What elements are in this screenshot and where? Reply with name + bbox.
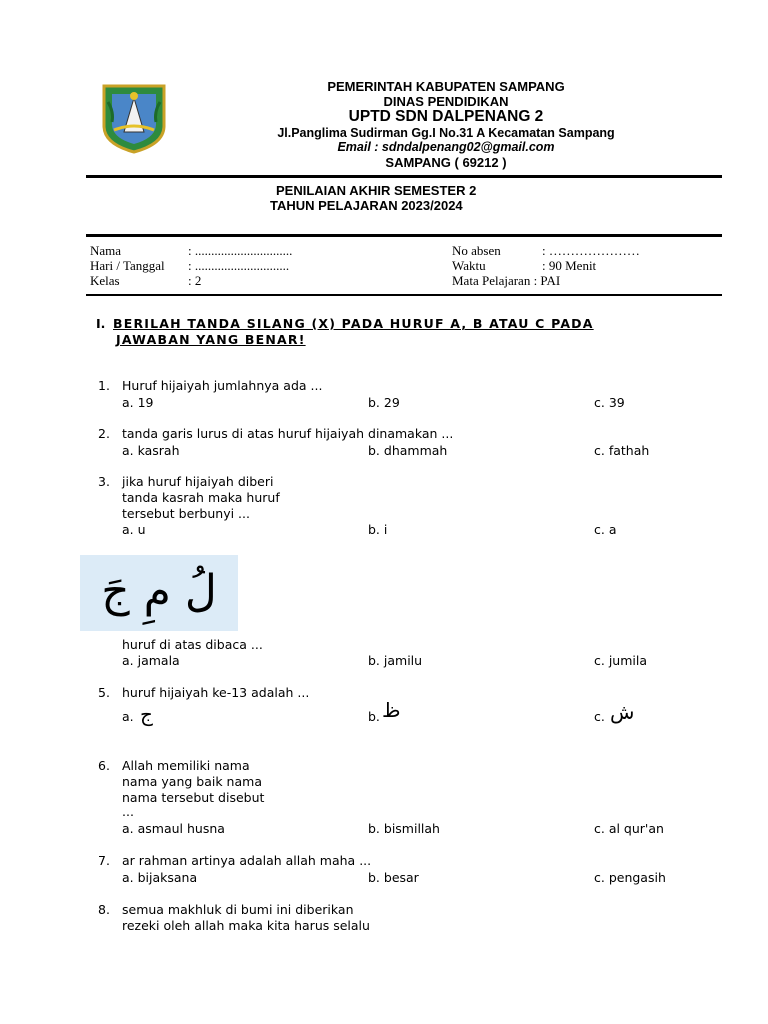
- option-b[interactable]: b. bismillah: [368, 821, 440, 836]
- dept-title: DINAS PENDIDIKAN: [383, 94, 509, 109]
- kelas-label: Kelas: [90, 273, 120, 288]
- question-text: huruf di atas dibaca ...: [122, 637, 263, 652]
- exam-title: PENILAIAN AKHIR SEMESTER 2: [276, 183, 477, 198]
- question-number: 2.: [98, 426, 110, 441]
- school-address: Jl.Panglima Sudirman Gg.I No.31 A Kecamatan Sampang: [277, 126, 615, 140]
- question-text: tanda kasrah maka huruf: [122, 490, 280, 505]
- instruction-line-2: JAWABAN YANG BENAR!: [116, 332, 306, 347]
- option-c[interactable]: c. a: [594, 522, 617, 537]
- question-text: Allah memiliki nama: [122, 758, 250, 773]
- option-c[interactable]: c. al qur'an: [594, 821, 664, 836]
- gov-title: PEMERINTAH KABUPATEN SAMPANG: [327, 79, 565, 94]
- info-bottom-divider: [86, 294, 722, 296]
- school-logo: [100, 82, 168, 154]
- option-b[interactable]: b. besar: [368, 870, 419, 885]
- exam-year: TAHUN PELAJARAN 2023/2024: [270, 198, 463, 213]
- option-c[interactable]: c. 39: [594, 395, 625, 410]
- nama-field[interactable]: : ..............................: [188, 243, 293, 258]
- info-top-divider: [86, 234, 722, 237]
- question-text: semua makhluk di bumi ini diberikan: [122, 902, 354, 917]
- hijaiyah-word: لُ مِ جَ: [101, 566, 217, 617]
- question-text: tersebut berbunyi ...: [122, 506, 250, 521]
- option-a[interactable]: a. kasrah: [122, 443, 180, 458]
- hari-field[interactable]: : .............................: [188, 258, 290, 273]
- question-text: nama tersebut disebut: [122, 790, 265, 805]
- arabic-letter-syin: ش: [610, 700, 635, 724]
- hari-label: Hari / Tanggal: [90, 258, 165, 273]
- option-a[interactable]: a. 19: [122, 395, 154, 410]
- option-b[interactable]: b. dhammah: [368, 443, 448, 458]
- arabic-letter-jim: ج: [140, 702, 153, 726]
- school-email: Email : sdndalpenang02@gmail.com: [337, 140, 555, 154]
- school-city: SAMPANG ( 69212 ): [385, 155, 507, 170]
- question-text: huruf hijaiyah ke-13 adalah ...: [122, 685, 310, 700]
- arabic-letter-dzo: ظ: [382, 698, 401, 722]
- absen-label: No absen: [452, 243, 501, 258]
- question-text: tanda garis lurus di atas huruf hijaiyah dinamakan ...: [122, 426, 454, 441]
- question-text: ar rahman artinya adalah allah maha ...: [122, 853, 372, 868]
- waktu-value: : 90 Menit: [542, 258, 597, 273]
- option-b[interactable]: b. jamilu: [368, 653, 423, 668]
- option-c[interactable]: c. pengasih: [594, 870, 666, 885]
- question-number: 3.: [98, 474, 110, 489]
- header-divider: [86, 175, 722, 178]
- question-number: 1.: [98, 378, 110, 393]
- question-number: 7.: [98, 853, 110, 868]
- option-c[interactable]: c. jumila: [594, 653, 647, 668]
- option-b[interactable]: b.: [368, 709, 380, 724]
- option-a[interactable]: a. u: [122, 522, 146, 537]
- option-a[interactable]: a. bijaksana: [122, 870, 198, 885]
- question-number: 6.: [98, 758, 110, 773]
- option-a[interactable]: a. jamala: [122, 653, 180, 668]
- question-text: Huruf hijaiyah jumlahnya ada ...: [122, 378, 323, 393]
- instruction-line-1: BERILAH TANDA SILANG (X) PADA HURUF A, B ATAU C PADA: [113, 316, 594, 331]
- question-text: jika huruf hijaiyah diberi: [122, 474, 274, 489]
- option-b[interactable]: b. 29: [368, 395, 400, 410]
- mapel-label: Mata Pelajaran : PAI: [452, 273, 561, 288]
- option-c[interactable]: c.: [594, 709, 605, 724]
- school-name: UPTD SDN DALPENANG 2: [348, 108, 544, 125]
- question-number: 5.: [98, 685, 110, 700]
- waktu-label: Waktu: [452, 258, 486, 273]
- absen-field[interactable]: : …………………: [542, 243, 640, 258]
- question-text: rezeki oleh allah maka kita harus selalu: [122, 918, 370, 933]
- option-a[interactable]: a. asmaul husna: [122, 821, 225, 836]
- kelas-value: : 2: [188, 273, 202, 288]
- hijaiyah-word-image: [80, 555, 238, 631]
- option-b[interactable]: b. i: [368, 522, 388, 537]
- instruction-number: I.: [96, 316, 106, 331]
- question-text: nama yang baik nama: [122, 774, 262, 789]
- question-number: 8.: [98, 902, 110, 917]
- option-a[interactable]: a.: [122, 709, 134, 724]
- question-text: ...: [122, 804, 134, 819]
- option-c[interactable]: c. fathah: [594, 443, 650, 458]
- nama-label: Nama: [90, 243, 122, 258]
